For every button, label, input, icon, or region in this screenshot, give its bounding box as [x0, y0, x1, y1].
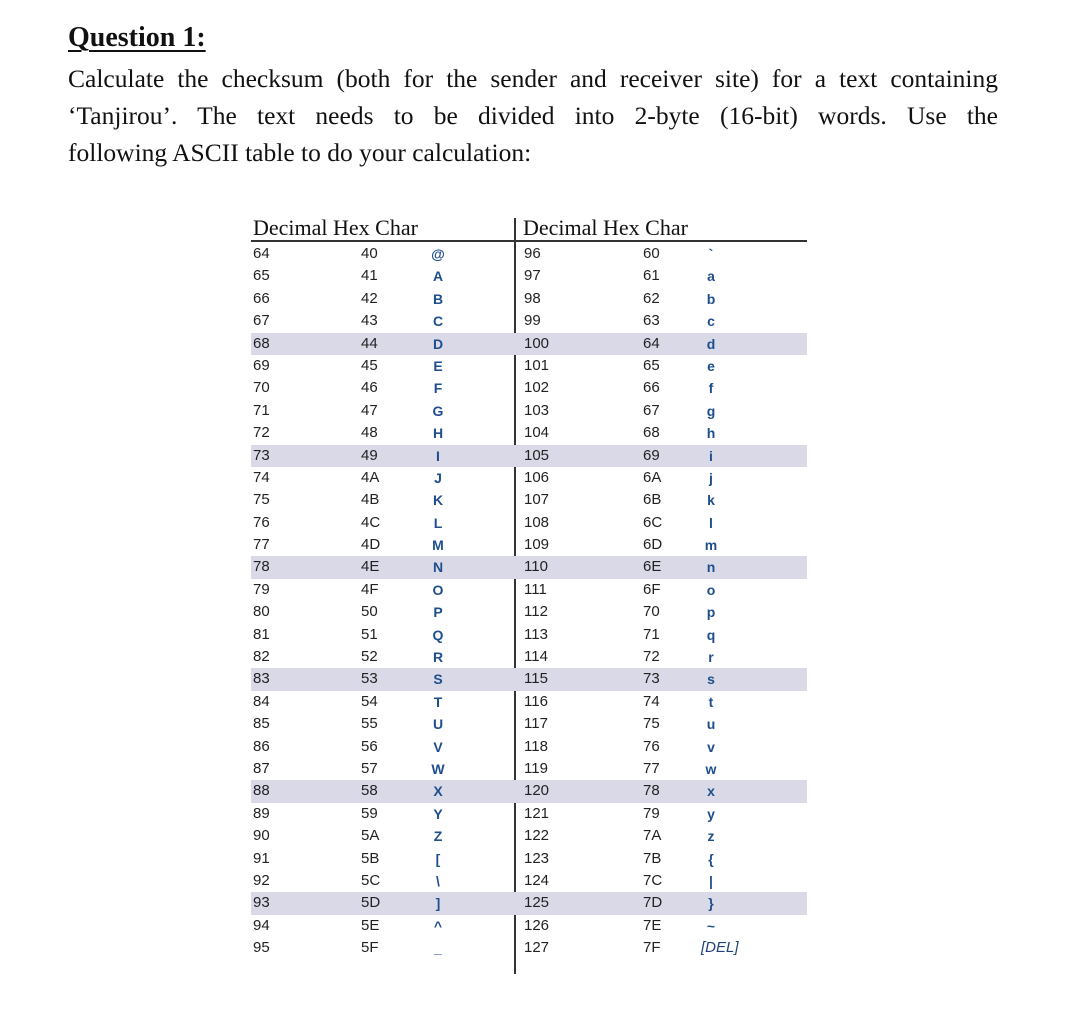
left-char-cell: M — [432, 537, 444, 554]
table-row — [251, 579, 807, 601]
right-hex-cell: 72 — [643, 648, 660, 666]
right-hex-cell: 61 — [643, 267, 660, 285]
left-char-cell: [ — [435, 850, 441, 867]
left-hex-cell: 48 — [361, 424, 378, 442]
left-hex-cell: 5E — [361, 916, 380, 934]
question-line: ‘Tanjirou’. The text needs to be divided into 2-byte (16-bit) words. Use the — [68, 101, 998, 130]
right-hex-cell: 7C — [643, 871, 663, 889]
ascii-table — [251, 212, 807, 974]
question-text — [68, 60, 998, 171]
right-char-cell: | — [709, 872, 713, 889]
table-row — [251, 646, 807, 668]
left-decimal-cell: 80 — [253, 603, 270, 621]
right-decimal-cell: 115 — [524, 670, 548, 688]
right-decimal-cell: 121 — [524, 804, 550, 822]
right-decimal-cell: 113 — [524, 625, 548, 643]
right-decimal-cell: 102 — [524, 379, 550, 397]
right-hex-cell: 73 — [643, 670, 660, 688]
table-row — [251, 534, 807, 556]
right-hex-cell: 60 — [643, 245, 660, 262]
left-hex-cell: 5C — [361, 871, 381, 889]
left-char-cell: U — [432, 716, 444, 733]
right-decimal-cell: 104 — [524, 424, 550, 442]
table-row — [251, 265, 807, 287]
right-char-cell: w — [705, 760, 717, 777]
left-char-cell: J — [434, 469, 442, 486]
right-char-cell: c — [707, 313, 715, 330]
right-decimal-cell: 105 — [524, 446, 550, 464]
right-hex-cell: 7D — [643, 894, 663, 912]
left-hex-cell: 4C — [361, 513, 381, 531]
left-hex-cell: 51 — [361, 625, 378, 643]
right-char-cell: m — [704, 537, 718, 554]
left-decimal-cell: 76 — [253, 513, 270, 531]
table-row — [251, 713, 807, 735]
left-hex-cell: 50 — [361, 603, 378, 621]
left-char-cell: R — [432, 649, 444, 666]
left-decimal-cell: 72 — [253, 424, 270, 442]
right-hex-cell: 78 — [643, 782, 660, 800]
right-char-cell: k — [707, 492, 715, 509]
left-char-cell: H — [432, 425, 444, 442]
right-hex-cell: 75 — [643, 715, 660, 733]
table-row — [251, 825, 807, 847]
right-hex-cell: 79 — [643, 804, 660, 822]
right-char-cell: x — [707, 783, 715, 800]
table-row — [251, 780, 807, 802]
left-hex-cell: 5A — [361, 827, 380, 845]
right-hex-cell: 64 — [643, 334, 660, 352]
left-decimal-cell: 93 — [253, 894, 270, 912]
left-decimal-cell: 90 — [253, 827, 270, 845]
left-char-cell: \ — [436, 872, 440, 889]
left-decimal-cell: 81 — [253, 625, 270, 643]
table-row — [251, 467, 807, 489]
left-decimal-cell: 95 — [253, 939, 270, 957]
question-line: Calculate the checksum (both for the sender and receiver site) for a text containing — [68, 64, 998, 93]
right-decimal-cell: 106 — [524, 468, 550, 486]
left-decimal-cell: 71 — [253, 401, 270, 419]
right-char-cell: l — [709, 514, 713, 531]
left-hex-cell: 40 — [361, 245, 378, 262]
right-char-cell: ` — [708, 246, 714, 262]
table-row — [251, 422, 807, 444]
right-decimal-cell: 117 — [524, 715, 548, 733]
left-char-cell: B — [432, 290, 444, 307]
right-decimal-cell: 127 — [524, 939, 550, 957]
right-decimal-cell: 101 — [524, 356, 550, 374]
right-char-cell: q — [706, 626, 716, 643]
left-char-cell: ^ — [433, 917, 443, 934]
right-decimal-cell: 118 — [524, 737, 548, 755]
left-char-cell: D — [432, 335, 444, 352]
left-char-cell: Q — [432, 626, 444, 643]
table-row — [251, 512, 807, 534]
right-char-cell: ~ — [706, 917, 716, 934]
left-hex-cell: 4D — [361, 536, 381, 554]
table-row — [251, 915, 807, 937]
left-hex-cell: 53 — [361, 670, 378, 688]
right-char-cell: e — [707, 357, 715, 374]
right-hex-cell: 6D — [643, 536, 663, 554]
left-char-cell: N — [432, 559, 444, 576]
right-decimal-cell: 98 — [524, 289, 541, 307]
right-decimal-cell: 97 — [524, 267, 541, 285]
right-char-cell: g — [706, 402, 716, 419]
right-decimal-cell: 107 — [524, 491, 550, 509]
right-char-cell: n — [706, 559, 716, 576]
left-decimal-cell: 70 — [253, 379, 270, 397]
right-hex-cell: 65 — [643, 356, 660, 374]
right-decimal-cell: 103 — [524, 401, 550, 419]
left-decimal-cell: 87 — [253, 759, 270, 777]
left-decimal-cell: 88 — [253, 782, 270, 800]
right-char-cell: p — [706, 604, 716, 621]
table-row — [251, 736, 807, 758]
left-char-cell: L — [433, 514, 443, 531]
left-char-cell: Z — [433, 828, 443, 845]
left-hex-cell: 47 — [361, 401, 378, 419]
right-char-cell: y — [707, 805, 715, 822]
table-row — [251, 601, 807, 623]
right-hex-cell: 7E — [643, 916, 662, 934]
table-row — [251, 937, 807, 959]
left-char-cell: P — [433, 604, 443, 621]
table-row — [251, 848, 807, 870]
table-row — [251, 870, 807, 892]
right-hex-cell: 71 — [643, 625, 660, 643]
left-decimal-cell: 65 — [253, 267, 270, 285]
table-row — [251, 691, 807, 713]
right-decimal-cell: 119 — [524, 759, 548, 777]
left-hex-cell: 4F — [361, 580, 379, 598]
left-char-cell: C — [432, 313, 444, 330]
right-decimal-cell: 109 — [524, 536, 550, 554]
left-hex-cell: 4E — [361, 558, 380, 576]
right-decimal-cell: 112 — [524, 603, 548, 621]
left-hex-cell: 57 — [361, 759, 378, 777]
left-char-cell: G — [432, 402, 444, 419]
left-decimal-cell: 85 — [253, 715, 270, 733]
left-hex-cell: 5D — [361, 894, 381, 912]
left-hex-cell: 43 — [361, 312, 378, 330]
table-row — [251, 333, 807, 355]
table-row — [251, 624, 807, 646]
left-char-cell: O — [432, 581, 444, 598]
left-decimal-cell: 83 — [253, 670, 270, 688]
left-decimal-cell: 84 — [253, 692, 270, 710]
left-char-cell: E — [433, 357, 443, 374]
right-hex-cell: 68 — [643, 424, 660, 442]
right-char-cell: j — [709, 469, 713, 486]
right-hex-cell: 63 — [643, 312, 660, 330]
left-decimal-cell: 91 — [253, 849, 270, 867]
table-body — [251, 243, 807, 960]
left-decimal-cell: 69 — [253, 356, 270, 374]
left-hex-cell: 58 — [361, 782, 378, 800]
right-hex-cell: 69 — [643, 446, 660, 464]
right-decimal-cell: 100 — [524, 334, 550, 352]
left-hex-cell: 56 — [361, 737, 378, 755]
left-hex-cell: 54 — [361, 692, 378, 710]
left-decimal-cell: 66 — [253, 289, 270, 307]
left-decimal-cell: 89 — [253, 804, 270, 822]
right-hex-cell: 6C — [643, 513, 663, 531]
left-decimal-cell: 67 — [253, 312, 270, 330]
left-char-cell: K — [432, 492, 444, 509]
right-char-cell: o — [706, 581, 716, 598]
table-row — [251, 556, 807, 578]
left-decimal-cell: 77 — [253, 536, 270, 554]
left-char-cell: Y — [433, 805, 443, 822]
right-hex-cell: 74 — [643, 692, 660, 710]
right-char-cell: b — [706, 290, 716, 307]
right-hex-cell: 6A — [643, 468, 662, 486]
right-hex-cell: 67 — [643, 401, 660, 419]
right-char-cell: a — [707, 268, 715, 285]
left-hex-cell: 49 — [361, 446, 378, 464]
right-decimal-cell: 120 — [524, 782, 550, 800]
left-hex-cell: 5F — [361, 939, 379, 957]
left-decimal-cell: 79 — [253, 580, 270, 598]
left-decimal-cell: 74 — [253, 468, 270, 486]
left-char-cell: _ — [434, 940, 442, 957]
left-hex-cell: 44 — [361, 334, 378, 352]
left-char-cell: S — [433, 671, 443, 688]
right-decimal-cell: 123 — [524, 849, 550, 867]
table-row — [251, 489, 807, 511]
left-decimal-cell: 78 — [253, 558, 270, 576]
right-decimal-cell: 108 — [524, 513, 550, 531]
right-hex-cell: 7B — [643, 849, 662, 867]
right-char-cell: v — [707, 738, 715, 755]
right-decimal-cell: 125 — [524, 894, 550, 912]
right-char-cell: t — [708, 693, 714, 710]
right-hex-cell: 6B — [643, 491, 662, 509]
left-decimal-cell: 82 — [253, 648, 270, 666]
right-decimal-cell: 111 — [524, 580, 547, 598]
left-char-cell: ] — [435, 895, 441, 912]
right-char-cell: [DEL] — [701, 939, 739, 957]
right-char-cell: i — [709, 447, 713, 464]
right-hex-cell: 62 — [643, 289, 660, 307]
right-hex-cell: 6F — [643, 580, 661, 598]
left-decimal-cell: 68 — [253, 334, 270, 352]
table-row — [251, 668, 807, 690]
left-decimal-cell: 94 — [253, 916, 270, 934]
left-decimal-cell: 73 — [253, 446, 270, 464]
left-hex-cell: 4B — [361, 491, 380, 509]
question-line: following ASCII table to do your calculation: — [68, 138, 532, 167]
left-hex-cell: 55 — [361, 715, 378, 733]
question-title: Question 1: — [68, 22, 206, 53]
right-char-cell: f — [708, 380, 714, 397]
left-hex-cell: 59 — [361, 804, 378, 822]
table-row — [251, 758, 807, 780]
left-char-cell: F — [433, 380, 443, 397]
table-row — [251, 445, 807, 467]
left-hex-cell: 42 — [361, 289, 378, 307]
left-decimal-cell: 75 — [253, 491, 270, 509]
left-char-cell: W — [431, 760, 445, 777]
right-char-cell: r — [708, 649, 714, 666]
left-decimal-cell: 92 — [253, 871, 270, 889]
right-char-cell: z — [707, 828, 715, 845]
right-decimal-cell: 114 — [524, 648, 548, 666]
left-column-header: Decimal Hex Char — [253, 215, 418, 240]
right-decimal-cell: 110 — [524, 558, 548, 576]
right-hex-cell: 66 — [643, 379, 660, 397]
right-char-cell: u — [706, 716, 716, 733]
left-char-cell: T — [433, 693, 443, 710]
left-hex-cell: 52 — [361, 648, 378, 666]
right-char-cell: d — [706, 335, 716, 352]
right-decimal-cell: 122 — [524, 827, 550, 845]
left-decimal-cell: 86 — [253, 737, 270, 755]
right-char-cell: } — [708, 895, 714, 912]
table-row — [251, 355, 807, 377]
right-char-cell: s — [707, 671, 715, 688]
left-char-cell: I — [436, 447, 440, 464]
right-decimal-cell: 99 — [524, 312, 541, 330]
right-decimal-cell: 116 — [524, 692, 548, 710]
right-column-header: Decimal Hex Char — [523, 215, 688, 240]
right-hex-cell: 77 — [643, 759, 660, 777]
right-hex-cell: 76 — [643, 737, 660, 755]
table-row — [251, 377, 807, 399]
table-row — [251, 803, 807, 825]
left-hex-cell: 5B — [361, 849, 380, 867]
left-char-cell: V — [433, 738, 443, 755]
table-row — [251, 400, 807, 422]
right-hex-cell: 70 — [643, 603, 660, 621]
left-hex-cell: 46 — [361, 379, 378, 397]
table-row — [251, 310, 807, 332]
left-char-cell: X — [433, 783, 443, 800]
left-hex-cell: 45 — [361, 356, 378, 374]
header-divider — [251, 240, 807, 242]
right-hex-cell: 7F — [643, 939, 661, 957]
left-hex-cell: 4A — [361, 468, 380, 486]
right-decimal-cell: 124 — [524, 871, 550, 889]
table-row — [251, 243, 807, 265]
right-char-cell: h — [706, 425, 716, 442]
right-hex-cell: 6E — [643, 558, 662, 576]
left-decimal-cell: 64 — [253, 245, 270, 262]
table-row — [251, 892, 807, 914]
right-hex-cell: 7A — [643, 827, 662, 845]
right-decimal-cell: 96 — [524, 245, 541, 262]
right-char-cell: { — [708, 850, 714, 867]
left-hex-cell: 41 — [361, 267, 378, 285]
left-char-cell: A — [432, 268, 444, 285]
left-char-cell: @ — [431, 246, 445, 262]
table-row — [251, 288, 807, 310]
right-decimal-cell: 126 — [524, 916, 550, 934]
